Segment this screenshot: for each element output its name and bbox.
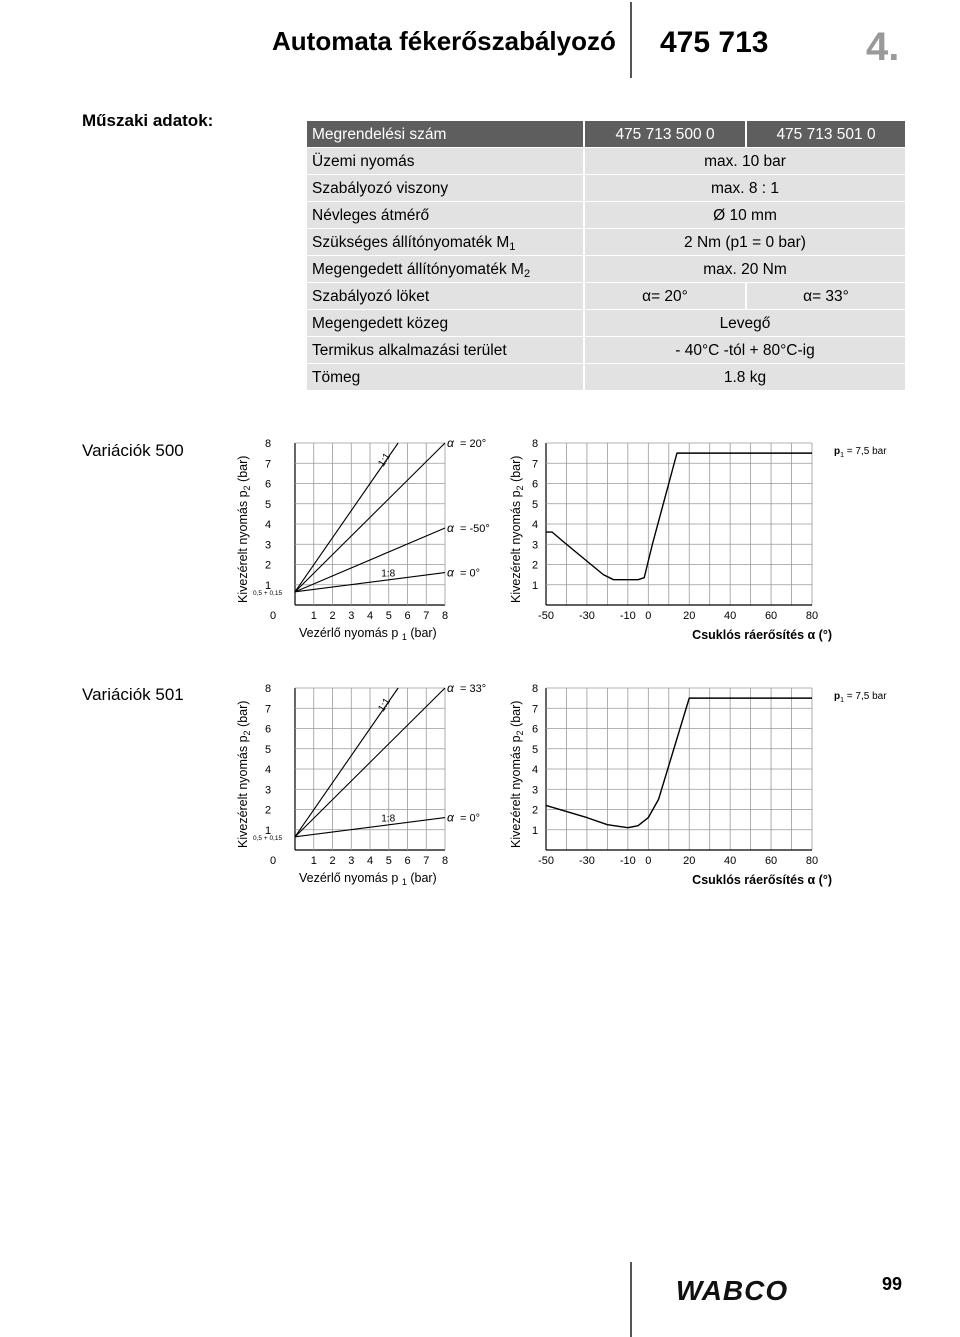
x-tick-label: 5 (385, 855, 392, 867)
alpha-symbol: α (447, 521, 454, 536)
y-axis-label: Kivezérelt nyomás $p_2$ (bar) (236, 455, 252, 603)
spec-row-value: Levegő (585, 310, 905, 336)
y-tick-label: 6 (264, 723, 272, 736)
y-axis-label: Kivezérelt nyomás $p_2$ (bar) (509, 700, 525, 848)
y-tick-label: 2 (531, 559, 539, 572)
x-tick-label: 0 (269, 610, 277, 622)
y-tick-label: 5 (264, 743, 272, 756)
x-tick-label: 6 (404, 855, 411, 867)
y-tick-label: 4 (531, 519, 539, 531)
x-tick-label: 1 (310, 855, 317, 867)
x-tick-label: 7 (423, 610, 430, 622)
x-axis-label: Csuklós ráerősítés α (°) (692, 628, 832, 642)
y-tick-label: 4 (531, 764, 539, 776)
x-tick-label: -30 (578, 610, 595, 622)
chapter-number: 4. (866, 25, 900, 69)
spec-row-value: 1.8 kg (585, 364, 905, 390)
page-title: Automata fékerőszabályozó (272, 26, 616, 56)
y-tick-label: 8 (531, 683, 539, 695)
y-tick-label: 3 (531, 784, 539, 797)
page-number: 99 (882, 1274, 903, 1294)
variation-501-label: Variációk 501 (82, 685, 184, 704)
y-tick-label: 1 (264, 579, 272, 592)
spec-header-col2: 475 713 501 0 (747, 121, 905, 147)
x-tick-label: 60 (764, 855, 778, 867)
x-tick-label: 40 (724, 855, 737, 867)
alpha-value-label: = 20° (460, 438, 487, 450)
x-tick-label: -50 (538, 610, 554, 622)
x-tick-label: 0 (269, 855, 277, 867)
spec-row-value: max. 8 : 1 (585, 175, 905, 201)
spec-row-label-text: Szükséges állítónyomaték M (312, 234, 510, 251)
ratio-label: 1:8 (381, 813, 396, 825)
x-axis-label: Csuklós ráerősítés α (°) (692, 873, 832, 887)
y-tick-label: 5 (264, 498, 272, 511)
y-tick-label: 1 (531, 579, 539, 592)
spec-row-value: max. 20 Nm (585, 256, 905, 282)
x-tick-label: 1 (310, 610, 317, 622)
y-tick-label: 1 (264, 824, 272, 837)
y-tick-label: 8 (264, 438, 272, 450)
spec-row-value: Ø 10 mm (585, 202, 905, 228)
x-tick-label: 6 (404, 610, 411, 622)
footer-divider (630, 1262, 632, 1337)
spec-row-value: max. 10 bar (585, 148, 905, 174)
alpha-value-label: = -50° (460, 523, 490, 536)
alpha-symbol: α (447, 810, 454, 825)
y-tick-label: 5 (531, 498, 539, 511)
y-tick-label: 2 (531, 804, 539, 817)
x-tick-label: 0 (645, 610, 652, 622)
spec-row-label-sub: 1 (509, 241, 516, 253)
chart-500-left (236, 436, 490, 642)
chart-500-right (509, 438, 887, 642)
alpha-value-label: = 0° (460, 567, 480, 580)
y-tick-label: 8 (531, 438, 539, 450)
x-tick-label: 60 (764, 610, 778, 622)
x-tick-label: 80 (805, 855, 819, 867)
alpha-symbol: α (447, 681, 454, 695)
spec-row-label: Termikus alkalmazási terület (307, 337, 583, 363)
spec-row-value: - 40°C -tól + 80°C-ig (585, 337, 905, 363)
x-axis-label: Vezérlő nyomás p $_1$ (bar) (299, 626, 437, 642)
y-tick-label: 2 (264, 559, 272, 572)
spec-row-value: 2 Nm (p1 = 0 bar) (585, 229, 905, 255)
spec-row-label: Névleges átmérő (307, 202, 583, 228)
y-tick-label: 4 (264, 519, 272, 531)
x-tick-label: 4 (366, 855, 374, 867)
x-tick-label: 80 (805, 610, 819, 622)
x-tick-label: 4 (366, 610, 374, 622)
x-tick-label: 2 (329, 855, 336, 867)
y-tick-label: 7 (264, 458, 272, 471)
spec-row-label: Szabályozó löket (307, 283, 583, 309)
x-axis-label: Vezérlő nyomás p $_1$ (bar) (299, 871, 437, 887)
x-tick-label: 20 (683, 610, 696, 622)
x-tick-label: 20 (683, 855, 696, 867)
spec-header-label: Megrendelési szám (307, 121, 583, 147)
spec-row-value-col1: α= 20° (585, 283, 745, 309)
y-tick-label: 6 (531, 723, 539, 736)
y-tick-label: 5 (531, 743, 539, 756)
chart-501-left (236, 681, 486, 887)
x-tick-label: -30 (578, 855, 595, 867)
series-line (546, 453, 812, 580)
y-tick-label: 7 (531, 703, 539, 716)
alpha-symbol: α (447, 436, 454, 450)
x-tick-label: -10 (619, 610, 636, 622)
x-tick-label: 2 (329, 610, 336, 622)
spec-heading: Műszaki adatok: (82, 111, 214, 130)
y-tick-label: 3 (264, 539, 272, 552)
y-tick-label: 7 (264, 703, 272, 716)
chart-501-right (509, 683, 887, 887)
wabco-logo-text: WABCO (675, 1275, 789, 1306)
pressure-annotation: $p_1 = 7,5$ bar (834, 691, 887, 705)
x-tick-label: -50 (538, 855, 554, 867)
ratio-label: 1:1 (376, 451, 394, 469)
spec-row-label-text: Megengedett állítónyomaték M (312, 261, 524, 278)
x-tick-label: 3 (348, 855, 355, 867)
y-tick-label: 6 (531, 478, 539, 491)
ratio-label: 1:1 (376, 696, 394, 714)
y-extra-tick-label: 0,5 + 0,15 (253, 834, 283, 842)
alpha-value-label: = 0° (460, 812, 480, 825)
x-tick-label: 5 (385, 610, 392, 622)
x-tick-label: 0 (645, 855, 652, 867)
variation-500-label: Variációk 500 (82, 441, 184, 460)
spec-header-col1: 475 713 500 0 (585, 121, 745, 147)
y-tick-label: 2 (264, 804, 272, 817)
x-tick-label: 7 (423, 855, 430, 867)
spec-row-label: Tömeg (307, 364, 583, 390)
x-tick-label: 3 (348, 610, 355, 622)
x-tick-label: 40 (724, 610, 737, 622)
wabco-logo (662, 1270, 802, 1310)
x-tick-label: 8 (441, 610, 449, 622)
y-tick-label: 3 (531, 539, 539, 552)
spec-row-label: Megengedett közeg (307, 310, 583, 336)
y-tick-label: 7 (531, 458, 539, 471)
y-axis-label: Kivezérelt nyomás $p_2$ (bar) (236, 700, 252, 848)
pressure-annotation: $p_1 = 7,5$ bar (834, 446, 887, 460)
ratio-label: 1:8 (381, 568, 396, 580)
y-tick-label: 8 (264, 683, 272, 695)
spec-row-label-sub: 2 (523, 268, 531, 280)
spec-row-label: Szabályozó viszony (307, 175, 583, 201)
x-tick-label: -10 (619, 855, 636, 867)
y-tick-label: 3 (264, 784, 272, 797)
alpha-symbol: α (447, 565, 454, 580)
alpha-value-label: = 33° (460, 683, 487, 695)
series-line (546, 698, 812, 828)
y-axis-label: Kivezérelt nyomás $p_2$ (bar) (509, 455, 525, 603)
y-tick-label: 4 (264, 764, 272, 776)
spec-row-value-col2: α= 33° (747, 283, 905, 309)
x-tick-label: 8 (441, 855, 449, 867)
spec-row-label: Üzemi nyomás (307, 148, 583, 174)
y-tick-label: 1 (531, 824, 539, 837)
part-number: 475 713 (660, 26, 769, 59)
y-tick-label: 6 (264, 478, 272, 491)
y-extra-tick-label: 0,5 + 0,15 (253, 589, 283, 597)
